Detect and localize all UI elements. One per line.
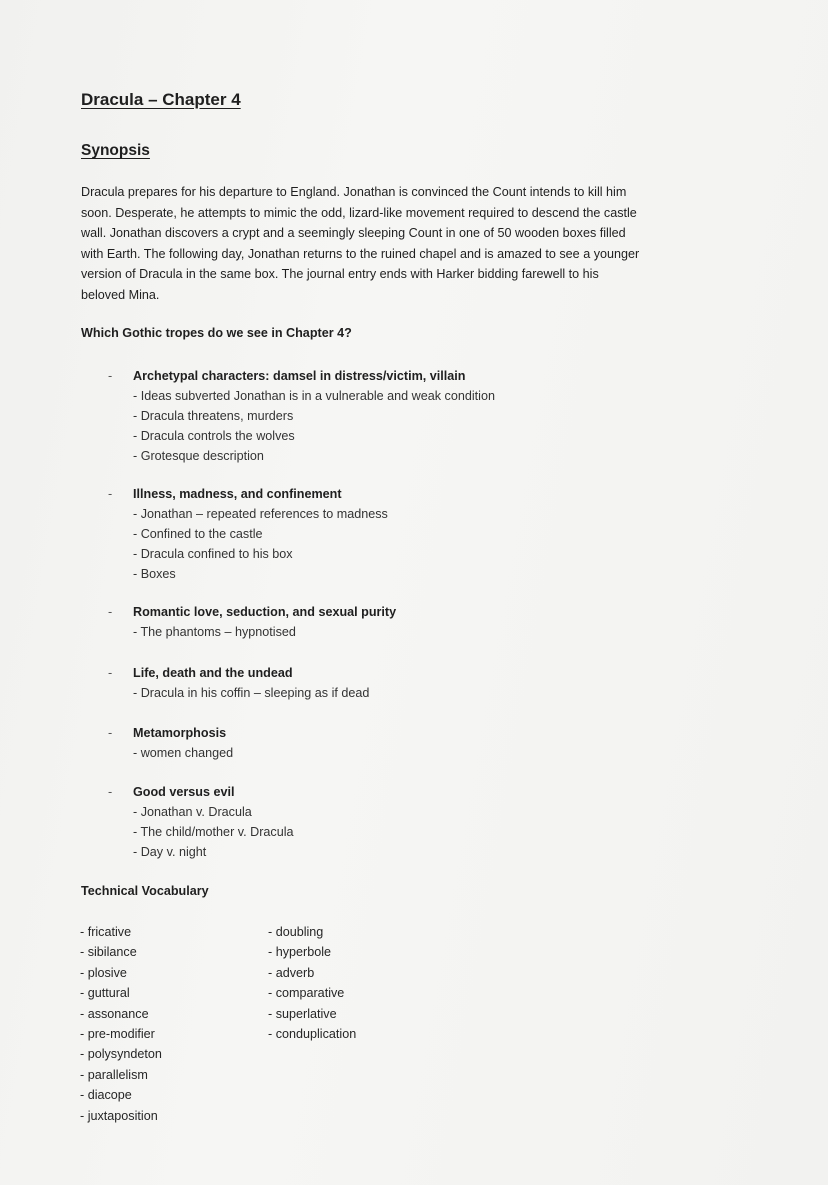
trope-point: - Boxes: [133, 567, 176, 581]
synopsis-line: Dracula prepares for his departure to England. Jonathan is convinced the Count intends to kill him: [81, 185, 627, 199]
synopsis-line: with Earth. The following day, Jonathan returns to the ruined chapel and is amazed to see a younger: [81, 246, 640, 261]
synopsis-line: version of Dracula in the same box. The journal entry ends with Harker bidding farewell to his: [81, 267, 599, 282]
vocabulary-item: - conduplication: [268, 1027, 357, 1042]
vocabulary-item: - doubling: [268, 925, 324, 939]
trope-point: - Dracula controls the wolves: [133, 429, 295, 443]
vocabulary-item: - polysyndeton: [80, 1047, 162, 1062]
trope-romantic-love: [108, 602, 608, 642]
trope-title: Archetypal characters: damsel in distress/victim, villain: [133, 369, 466, 383]
trope-title: Metamorphosis: [133, 726, 227, 740]
trope-title: Good versus evil: [133, 785, 235, 799]
synopsis-line: soon. Desperate, he attempts to mimic the odd, lizard-like movement required to descend the castle: [81, 205, 637, 220]
trope-point: - The child/mother v. Dracula: [133, 825, 294, 839]
bullet-dash: -: [108, 487, 113, 501]
vocabulary-item: - adverb: [268, 965, 315, 980]
trope-point: - Dracula in his coffin – sleeping as if dead: [133, 686, 370, 700]
vocabulary-item: - assonance: [80, 1006, 149, 1021]
trope-archetypal-characters: [108, 366, 608, 466]
synopsis-heading: Synopsis: [81, 142, 150, 159]
synopsis-paragraph: [81, 182, 746, 306]
trope-point: - Jonathan – repeated references to madness: [133, 507, 388, 521]
trope-title: Life, death and the undead: [133, 666, 293, 680]
vocabulary-item: - pre-modifier: [80, 1027, 155, 1042]
trope-title: Illness, madness, and confinement: [133, 487, 342, 501]
trope-point: - Ideas subverted Jonathan is in a vulnerable and weak condition: [133, 389, 495, 403]
bullet-dash: -: [108, 785, 113, 799]
trope-point: - Grotesque description: [133, 449, 264, 463]
bullet-dash: -: [108, 726, 113, 740]
vocabulary-item: - plosive: [80, 965, 127, 980]
vocabulary-list-left: [80, 922, 162, 1126]
bullet-dash: -: [108, 369, 113, 383]
vocabulary-list-right: [268, 922, 356, 1044]
trope-life-death-undead: [108, 663, 608, 703]
vocabulary-item: - hyperbole: [268, 945, 332, 960]
trope-point: - Confined to the castle: [133, 527, 263, 541]
vocabulary-item: - guttural: [80, 986, 130, 1001]
trope-point: - women changed: [133, 746, 234, 760]
trope-title: Romantic love, seduction, and sexual purity: [133, 605, 397, 619]
trope-point: - Dracula confined to his box: [133, 547, 293, 561]
vocabulary-item: - superlative: [268, 1006, 337, 1021]
trope-point: - Jonathan v. Dracula: [133, 805, 252, 819]
trope-point: - The phantoms – hypnotised: [133, 625, 296, 639]
vocabulary-item: - parallelism: [80, 1067, 148, 1082]
vocabulary-item: - comparative: [268, 986, 345, 1001]
vocabulary-item: - fricative: [80, 925, 132, 939]
trope-metamorphosis: [108, 723, 608, 763]
bullet-dash: -: [108, 666, 113, 680]
tropes-question: Which Gothic tropes do we see in Chapter 4?: [81, 326, 352, 340]
synopsis-line: wall. Jonathan discovers a crypt and a seemingly sleeping Count in one of 50 wooden boxes filled: [81, 226, 626, 241]
page-title: Dracula – Chapter 4: [81, 90, 241, 109]
vocabulary-item: - diacope: [80, 1088, 132, 1103]
vocabulary-item: - juxtaposition: [80, 1108, 158, 1123]
trope-good-versus-evil: [108, 782, 608, 862]
trope-illness-madness: [108, 484, 608, 584]
synopsis-line: beloved Mina.: [81, 287, 160, 302]
vocabulary-item: - sibilance: [80, 945, 137, 960]
trope-point: - Day v. night: [133, 845, 207, 859]
vocabulary-heading: Technical Vocabulary: [81, 884, 209, 898]
trope-point: - Dracula threatens, murders: [133, 409, 294, 423]
bullet-dash: -: [108, 605, 113, 619]
